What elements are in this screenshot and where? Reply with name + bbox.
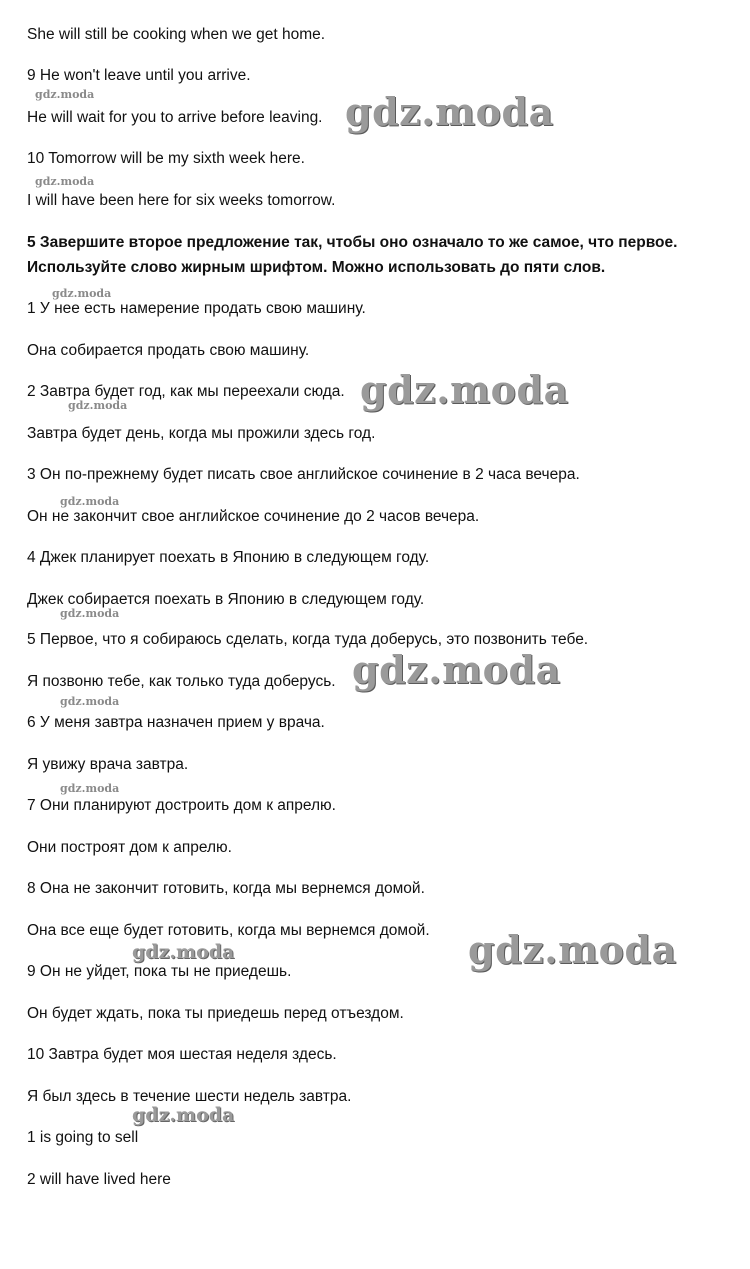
watermark-small: gdz.moda	[68, 399, 128, 412]
text-line: 10 Tomorrow will be my sixth week here.	[27, 150, 305, 167]
text-line: He will wait for you to arrive before leaving.	[27, 109, 323, 126]
watermark-large: gdz.moda	[345, 89, 554, 134]
watermark-medium: gdz.moda	[132, 1104, 235, 1126]
text-line: Они построят дом к апрелю.	[27, 839, 232, 856]
text-line: Он будет ждать, пока ты приедешь перед отъездом.	[27, 1005, 404, 1022]
watermark-large: gdz.moda	[352, 647, 561, 692]
text-line: 3 Он по-прежнему будет писать свое английское сочинение в 2 часа вечера.	[27, 466, 580, 483]
text-line: Я увижу врача завтра.	[27, 756, 189, 773]
watermark-small: gdz.moda	[35, 175, 95, 188]
watermark-small: gdz.moda	[60, 695, 120, 708]
watermark-small: gdz.moda	[35, 88, 95, 101]
watermark-small: gdz.moda	[60, 607, 120, 620]
text-line: 9 Он не уйдет, пока ты не приедешь.	[27, 963, 292, 980]
text-line: Я был здесь в течение шести недель завтра.	[27, 1088, 352, 1105]
text-line: I will have been here for six weeks tomorrow.	[27, 192, 336, 209]
text-line: 10 Завтра будет моя шестая неделя здесь.	[27, 1046, 337, 1063]
text-line: Джек собирается поехать в Японию в следующем году.	[27, 591, 425, 608]
watermark-small: gdz.moda	[52, 287, 112, 300]
text-line: 2 will have lived here	[27, 1171, 171, 1188]
text-line: 4 Джек планирует поехать в Японию в следующем году.	[27, 549, 430, 566]
text-line: 1 is going to sell	[27, 1129, 139, 1146]
text-line: Завтра будет день, когда мы прожили здесь год.	[27, 425, 376, 442]
exercise-instruction: Используйте слово жирным шрифтом. Можно использовать до пяти слов.	[27, 259, 606, 276]
watermark-small: gdz.moda	[60, 495, 120, 508]
text-line: 6 У меня завтра назначен прием у врача.	[27, 714, 325, 731]
text-line: 8 Она не закончит готовить, когда мы вернемся домой.	[27, 880, 425, 897]
exercise-heading: 5 Завершите второе предложение так, чтобы оно означало то же самое, что первое.	[27, 234, 678, 251]
watermark-large: gdz.moda	[360, 367, 569, 412]
watermark-small: gdz.moda	[60, 782, 120, 795]
text-line: 7 Они планируют достроить дом к апрелю.	[27, 797, 336, 814]
watermark-medium: gdz.moda	[132, 941, 235, 963]
text-line: 1 У нее есть намерение продать свою машину.	[27, 300, 366, 317]
watermark-large: gdz.moda	[468, 927, 677, 972]
text-line: Он не закончит свое английское сочинение до 2 часов вечера.	[27, 508, 480, 525]
text-line: 5 Первое, что я собираюсь сделать, когда туда доберусь, это позвонить тебе.	[27, 631, 589, 648]
text-line: Она все еще будет готовить, когда мы вернемся домой.	[27, 922, 430, 939]
text-line: 9 He won't leave until you arrive.	[27, 67, 251, 84]
text-line: Она собирается продать свою машину.	[27, 342, 310, 359]
text-line: Я позвоню тебе, как только туда доберусь.	[27, 673, 336, 690]
text-line: She will still be cooking when we get home.	[27, 26, 326, 43]
text-line: 2 Завтра будет год, как мы переехали сюда.	[27, 383, 345, 400]
